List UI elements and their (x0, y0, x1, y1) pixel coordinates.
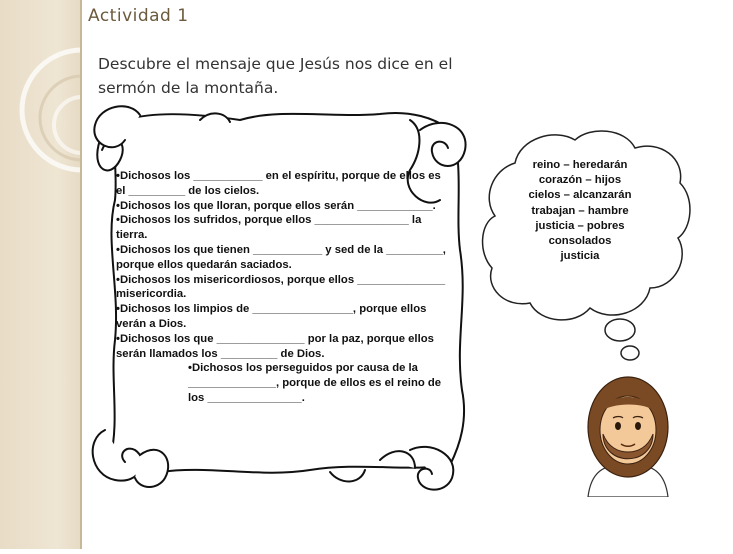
side-panel (0, 0, 82, 549)
slide-title: Actividad 1 (88, 6, 189, 26)
exercise-text (116, 169, 446, 406)
word-bank-line: trabajan – hambre (531, 204, 629, 217)
word-bank-line: justicia (560, 250, 600, 263)
exercise-line: •Dichosos los ___________ en el espíritu, porque de ellos es el _________ de los cielos. (116, 170, 441, 197)
word-bank-line: corazón – hijos (538, 174, 622, 187)
instruction-text: Descubre el mensaje que Jesús nos dice en el sermón de la montaña. (98, 55, 453, 97)
word-bank (505, 158, 655, 264)
word-bank-line: justicia – pobres (535, 219, 625, 232)
exercise-line: •Dichosos los que ______________ por la paz, porque ellos serán llamados los _________ de Dios. (116, 332, 434, 360)
jesus-illustration (583, 372, 673, 497)
exercise-line: •Dichosos los limpios de ________________, porque ellos verán a Dios. (116, 303, 427, 330)
exercise-line: •Dichosos los sufridos, porque ellos _______________ la tierra. (116, 214, 422, 242)
word-bank-line: consolados (548, 235, 612, 248)
word-bank-line: reino – heredarán (532, 159, 628, 171)
exercise-line: •Dichosos los que tienen ___________ y sed de la _________, porque ellos quedarán saciados. (116, 243, 446, 271)
word-bank-line: cielos – alcanzarán (528, 189, 632, 202)
exercise-line: •Dichosos los que lloran, porque ellos serán ____________. (116, 199, 436, 212)
exercise-line: •Dichosos los misericordiosos, porque ellos ______________ misericordia. (116, 273, 446, 301)
exercise-line: •Dichosos los perseguidos por causa de la ______________, porque de ellos es el reino de los _______________. (188, 362, 442, 404)
decorative-rings (0, 0, 82, 549)
